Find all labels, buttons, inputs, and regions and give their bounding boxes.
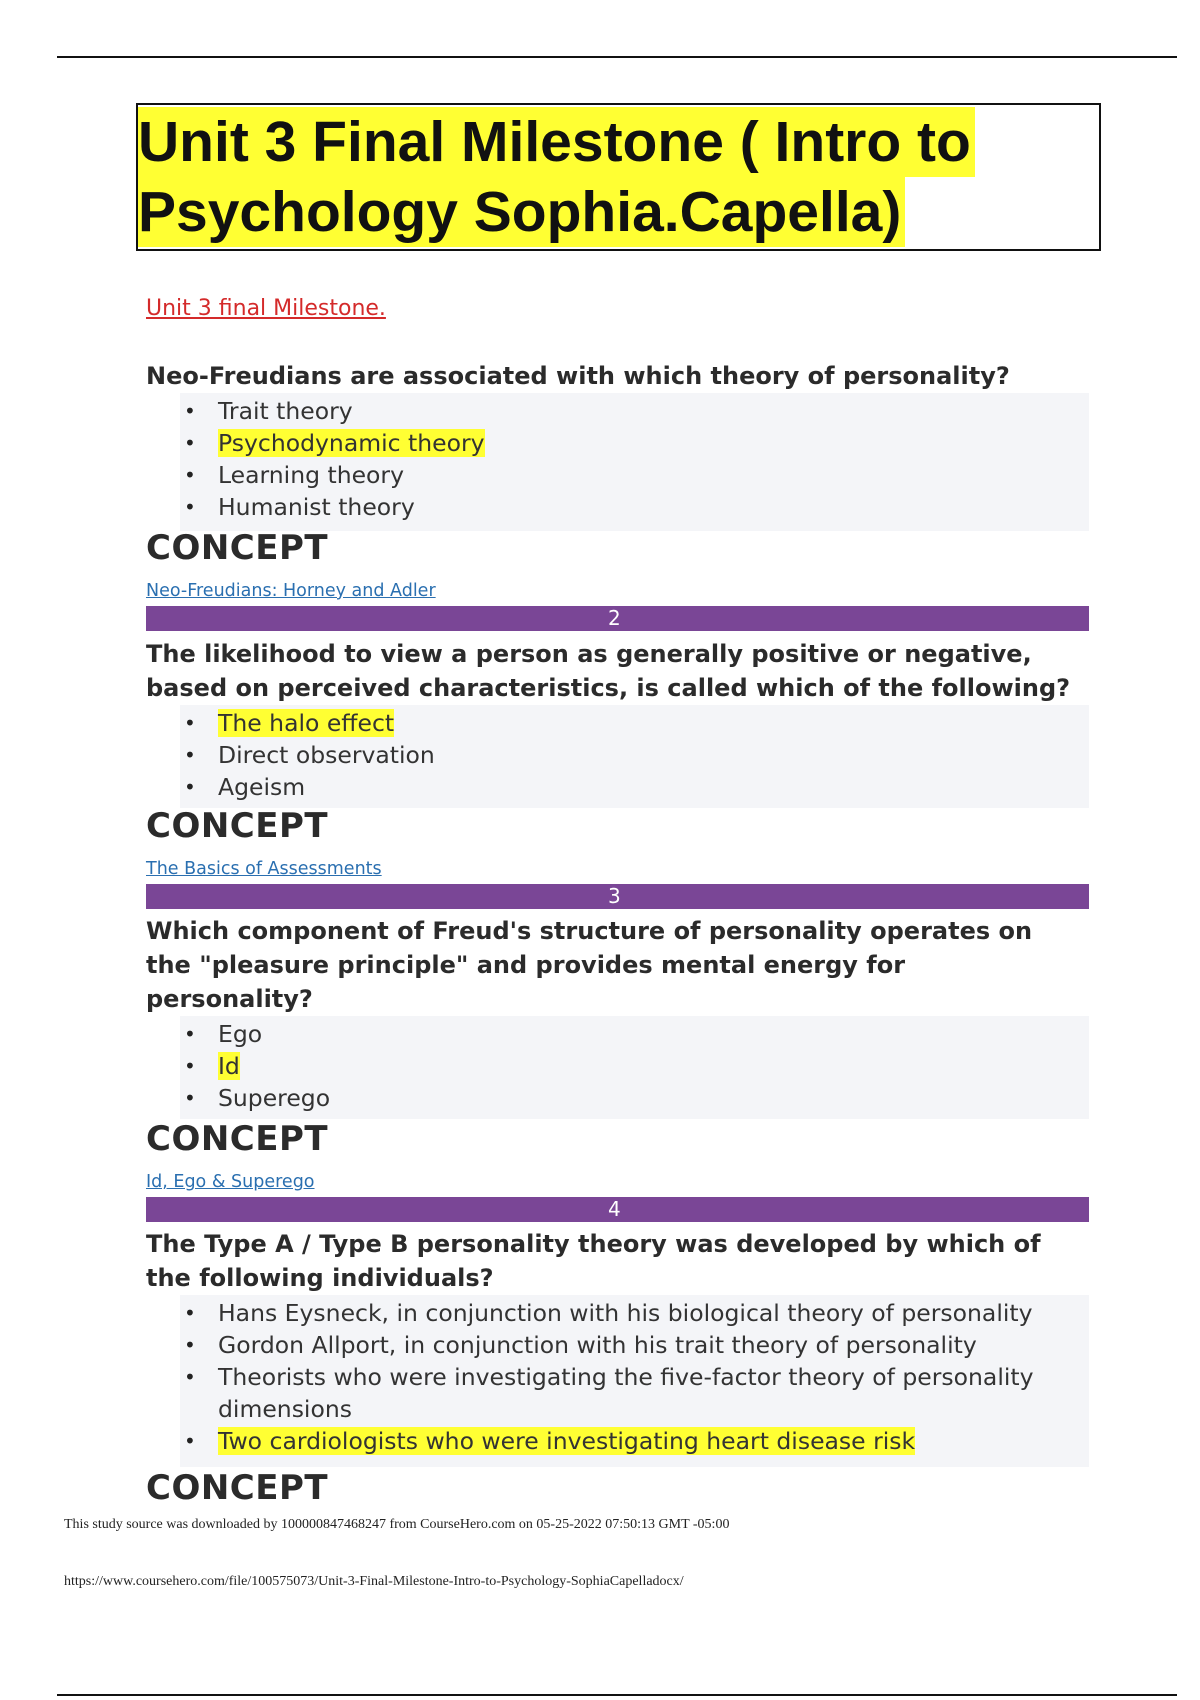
- title-line-1: Unit 3 Final Milestone ( Intro to: [138, 107, 975, 177]
- question-line: The likelihood to view a person as generally positive or negative,: [146, 640, 1032, 668]
- question-line: based on perceived characteristics, is called which of the following?: [146, 674, 1071, 702]
- question-line: the "pleasure principle" and provides mental energy for: [146, 951, 906, 979]
- question-number: 2: [608, 606, 621, 630]
- option-item: • Ageism: [180, 771, 1089, 803]
- concept-heading: CONCEPT: [146, 806, 329, 846]
- option-item: • Humanist theory: [180, 491, 1089, 523]
- question-line: personality?: [146, 985, 313, 1013]
- option-item: • Ego: [180, 1018, 1089, 1050]
- question-line: Which component of Freud's structure of personality operates on: [146, 917, 1033, 945]
- option-item-answer: • Id: [180, 1050, 1089, 1082]
- question-2-bar: [146, 606, 1089, 631]
- bottom-rule: [57, 1694, 1177, 1696]
- question-1-options: [180, 393, 1089, 531]
- concept-link[interactable]: Neo-Freudians: Horney and Adler: [146, 581, 436, 601]
- option-item: • Trait theory: [180, 395, 1089, 427]
- option-item: • Direct observation: [180, 739, 1089, 771]
- question-3-options: [180, 1016, 1089, 1119]
- question-number: 4: [608, 1197, 621, 1221]
- option-item-answer: • The halo effect: [180, 707, 1089, 739]
- question-2-options: [180, 705, 1089, 808]
- question-line: Neo-Freudians are associated with which theory of personality?: [146, 362, 1010, 390]
- question-2-text: [146, 637, 1086, 705]
- question-number: 3: [608, 884, 621, 908]
- option-item: • Learning theory: [180, 459, 1089, 491]
- concept-heading: CONCEPT: [146, 528, 329, 568]
- question-1-text: [146, 359, 1086, 393]
- concept-heading: CONCEPT: [146, 1468, 329, 1508]
- concept-link[interactable]: Id, Ego & Superego: [146, 1172, 315, 1192]
- question-4-text: [146, 1227, 1086, 1295]
- option-item: • Hans Eysneck, in conjunction with his biological theory of personality: [180, 1297, 1089, 1329]
- question-4-options: [180, 1295, 1089, 1467]
- concept-heading: CONCEPT: [146, 1119, 329, 1159]
- option-item: • Superego: [180, 1082, 1089, 1114]
- question-3-text: [146, 914, 1086, 1016]
- question-4-bar: [146, 1197, 1089, 1222]
- question-line: the following individuals?: [146, 1264, 494, 1292]
- top-rule: [57, 56, 1177, 58]
- unit-3-milestone-link[interactable]: Unit 3 final Milestone.: [146, 296, 386, 321]
- title-line-2: Psychology Sophia.Capella): [138, 177, 905, 247]
- option-item-answer: • Psychodynamic theory: [180, 427, 1089, 459]
- option-item-answer: • Two cardiologists who were investigating heart disease risk: [180, 1425, 1089, 1457]
- question-3-bar: [146, 884, 1089, 909]
- option-item: • Gordon Allport, in conjunction with his trait theory of personality: [180, 1329, 1089, 1361]
- download-note: This study source was downloaded by 100000847468247 from CourseHero.com on 05-25-2022 07:50:13 GMT -05:00: [64, 1517, 730, 1532]
- concept-link[interactable]: The Basics of Assessments: [146, 859, 382, 879]
- source-url: https://www.coursehero.com/file/100575073/Unit-3-Final-Milestone-Intro-to-Psychology-SophiaCapelladocx/: [64, 1574, 684, 1589]
- document-title: [136, 103, 1101, 251]
- question-line: The Type A / Type B personality theory was developed by which of: [146, 1230, 1041, 1258]
- option-item: • Theorists who were investigating the five-factor theory of personality dimensions: [180, 1361, 1089, 1425]
